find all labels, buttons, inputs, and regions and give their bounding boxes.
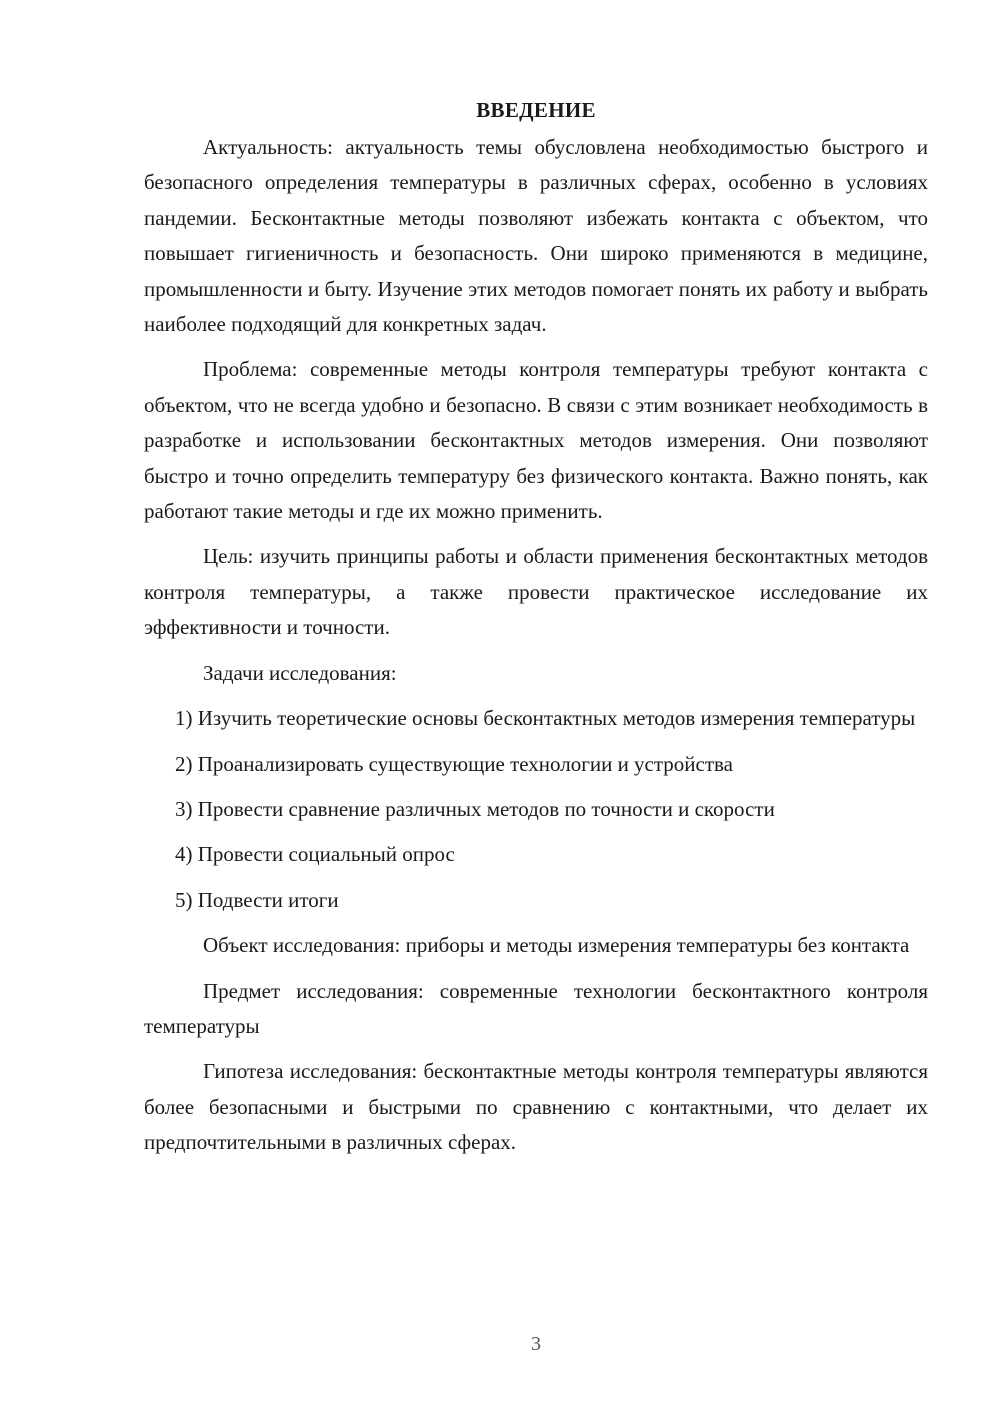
paragraph-relevance: Актуальность: актуальность темы обусловлена необходимостью быстрого и безопасного определения температуры в различных сферах, особенно в условиях пандемии. Бесконтактные методы позволяют избежать контакта с объектом, что повышает гигиеничность и безопасность. Они широко применяются в медицине, промышленности и быту. Изучение этих методов помогает понять их работу и выбрать наиболее подходящий для конкретных задач.: [144, 135, 928, 337]
paragraph-subject: Предмет исследования: современные технологии бесконтактного контроля температуры: [144, 978, 928, 1038]
list-item: 1) Изучить теоретические основы бесконтактных методов измерения температуры: [175, 706, 916, 731]
tasks-list: [144, 701, 928, 918]
list-item: 2) Проанализировать существующие технологии и устройства: [175, 751, 734, 776]
section-heading: ВВЕДЕНИЕ: [476, 98, 596, 122]
list-item: 4) Провести социальный опрос: [175, 842, 455, 867]
paragraph-tasks-intro: Задачи исследования:: [203, 660, 397, 685]
paragraph-object: Объект исследования: приборы и методы измерения температуры без контакта: [203, 933, 910, 958]
page-number: 3: [531, 1333, 541, 1355]
list-item: 5) Подвести итоги: [175, 887, 339, 912]
document-page: [144, 93, 928, 1171]
paragraph-hypothesis: Гипотеза исследования: бесконтактные методы контроля температуры являются более безопасными и быстрыми по сравнению с контактными, что делает их предпочтительными в различных сферах.: [144, 1059, 928, 1155]
paragraph-problem: Проблема: современные методы контроля температуры требуют контакта с объектом, что не всегда удобно и безопасно. В связи с этим возникает необходимость в разработке и использовании бесконтактных методов измерения. Они позволяют быстро и точно определить температуру без физического контакта. Важно понять, как работают такие методы и где их можно применить.: [144, 357, 928, 524]
paragraph-goal: Цель: изучить принципы работы и области применения бесконтактных методов контроля температуры, а также провести практическое исследование их эффективности и точности.: [144, 544, 928, 640]
list-item: 3) Провести сравнение различных методов по точности и скорости: [175, 796, 775, 821]
